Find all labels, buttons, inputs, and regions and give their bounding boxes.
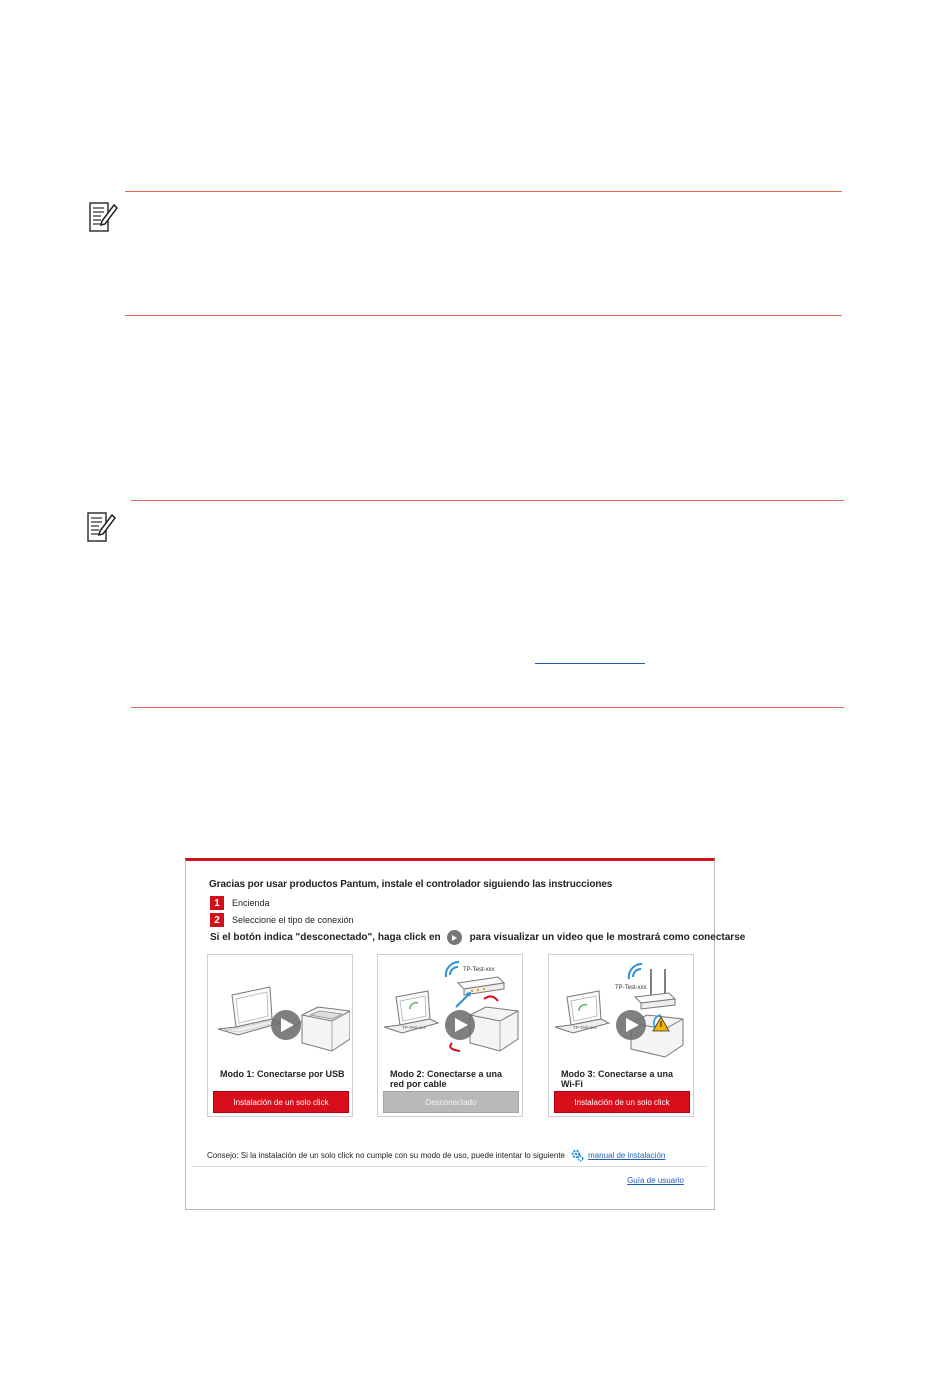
wifi-connection-illustration xyxy=(551,957,691,1065)
step-number: 1 xyxy=(210,896,224,910)
hyperlink-underline[interactable] xyxy=(535,663,645,664)
step-label: Encienda xyxy=(232,898,270,908)
section-rule-bottom-2 xyxy=(131,707,844,708)
video-hint xyxy=(210,930,745,945)
step-number: 2 xyxy=(210,913,224,927)
disconnected-button[interactable]: Desconectado xyxy=(383,1091,519,1113)
wired-network-illustration xyxy=(380,957,520,1065)
tip-text: Consejo: Si la instalación de un solo click no cumple con su modo de uso, puede intentar lo siguiente xyxy=(207,1151,565,1160)
mode-title: Modo 1: Conectarse por USB xyxy=(220,1069,345,1079)
step-label: Seleccione el tipo de conexión xyxy=(232,915,354,925)
note-icon xyxy=(88,199,118,233)
divider xyxy=(192,1166,708,1167)
section-rule-top-1 xyxy=(125,191,842,192)
mode-card-wifi xyxy=(548,954,694,1117)
installer-intro: Gracias por usar productos Pantum, instale el controlador siguiendo las instrucciones xyxy=(209,879,613,890)
section-rule-top-2 xyxy=(131,500,844,501)
step-2 xyxy=(210,913,354,927)
hint-text-before: Si el botón indica "desconectado", haga click en xyxy=(210,932,441,943)
usb-connection-illustration xyxy=(210,957,350,1065)
mode-title: Modo 3: Conectarse a una Wi-Fi xyxy=(561,1069,674,1089)
gear-icon xyxy=(571,1149,584,1162)
user-guide-link[interactable]: Guía de usuario xyxy=(627,1176,684,1185)
mode-title: Modo 2: Conectarse a una red por cable xyxy=(390,1069,503,1089)
svg-text:TP-Test-xxx: TP-Test-xxx xyxy=(573,1025,597,1030)
note-icon xyxy=(86,509,116,543)
section-rule-bottom-1 xyxy=(125,315,842,316)
svg-text:TP-Test-xxx: TP-Test-xxx xyxy=(615,985,647,991)
install-tip xyxy=(207,1149,665,1162)
hint-text-after: para visualizar un video que le mostrará como conectarse xyxy=(469,932,746,943)
installer-window xyxy=(185,858,746,1210)
one-click-install-button[interactable]: Instalación de un solo click xyxy=(213,1091,349,1113)
mode-card-wired xyxy=(377,954,523,1117)
mode-card-usb xyxy=(207,954,353,1117)
installation-manual-link[interactable]: manual de instalación xyxy=(588,1151,666,1160)
svg-text:TP-Test-xxx: TP-Test-xxx xyxy=(463,967,495,973)
play-icon xyxy=(447,930,462,945)
svg-text:TP-Test-xxx: TP-Test-xxx xyxy=(402,1025,426,1030)
step-1 xyxy=(210,896,270,910)
one-click-install-button[interactable]: Instalación de un solo click xyxy=(554,1091,690,1113)
